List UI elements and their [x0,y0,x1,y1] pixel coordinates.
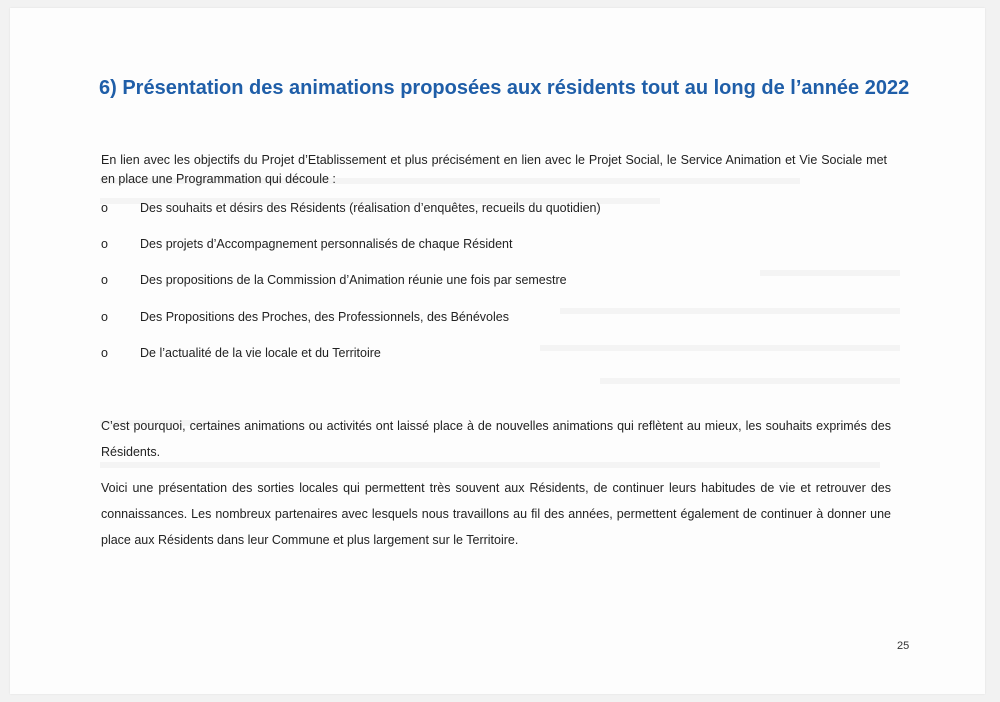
bullet-marker: o [101,346,108,360]
bleed-through-line [600,378,900,384]
body-paragraph: C’est pourquoi, certaines animations ou activités ont laissé place à de nouvelles animations qui reflètent au mieux, les souhaits exprimés des Résidents. [101,419,891,459]
bleed-through-line [560,308,900,314]
list-item-text: Des propositions de la Commission d’Animation réunie une fois par semestre [140,273,567,287]
bleed-through-line [540,345,900,351]
bullet-marker: o [101,310,108,324]
bleed-through-line [760,270,900,276]
body-paragraph: Voici une présentation des sorties locales qui permettent très souvent aux Résidents, de continuer leurs habitudes de vie et retrouver des connaissances. Les nombreux partenaires avec lesquels nous travaillons au fil des années, permettent également de continuer à donner une place aux Résidents dans leur Commune et plus largement sur le Territoire. [101,481,891,547]
bullet-marker: o [101,273,108,287]
list-item-text: Des projets d’Accompagnement personnalisés de chaque Résident [140,237,513,251]
list-item-text: Des Propositions des Proches, des Professionnels, des Bénévoles [140,310,509,324]
list-item-text: Des souhaits et désirs des Résidents (réalisation d’enquêtes, recueils du quotidien) [140,201,601,215]
page-number: 25 [897,640,910,652]
section-title: 6) Présentation des animations proposées aux résidents tout au long de l’année 2022 [99,77,910,99]
intro-paragraph: En lien avec les objectifs du Projet d’Etablissement et plus précisément en lien avec le Projet Social, le Service Animation et Vie Sociale met en place une Programmation qui découle : [101,153,887,186]
bullet-marker: o [101,237,108,251]
list-item-text: De l’actualité de la vie locale et du Territoire [140,346,381,360]
bullet-marker: o [101,201,108,215]
